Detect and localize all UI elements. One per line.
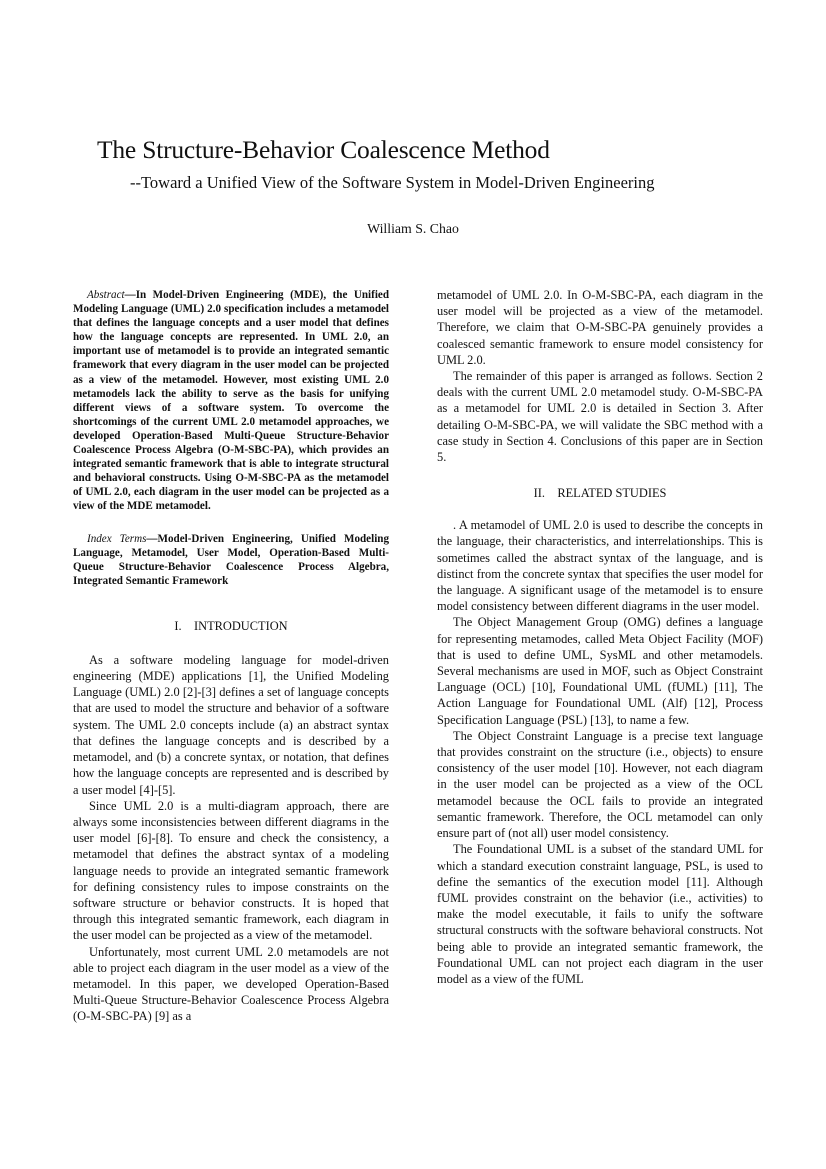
related-paragraph-1: . A metamodel of UML 2.0 is used to describe the concepts in the language, their characteristics, and interrelationships. This is sometimes called the abstract syntax of the language, and is distinct from the concrete syntax that specifies the user model for the language. A significant usage of the metamodel is to ensure model consistency between different diagrams in the user model. xyxy=(437,518,763,614)
related-paragraph-3: The Object Constraint Language is a precise text language that provides constraint on the structure (i.e., objects) to ensure consistency of the user model [10]. However, not each diagram in the user model can be projected as a view of the OCL metamodel because the OCL fails to provide an integrated semantic framework. Therefore, the OCL metamodel can only ensure part of (not all) user model consistency. xyxy=(437,728,763,841)
index-terms-label: Index Terms xyxy=(87,532,147,545)
author-name: William S. Chao xyxy=(367,221,459,236)
paper-title: The Structure-Behavior Coalescence Method xyxy=(97,135,550,164)
paper-subtitle: --Toward a Unified View of the Software System in Model-Driven Engineering xyxy=(130,173,655,192)
intro-continuation: metamodel of UML 2.0. In O-M-SBC-PA, each diagram in the user model will be projected as a view of the metamodel. Therefore, we claim that O-M-SBC-PA genuinely provides a coalesced semantic framework to ensure model consistency for UML 2.0. xyxy=(437,288,763,367)
section-heading-introduction: I. INTRODUCTION xyxy=(174,618,288,633)
abstract-text: In Model-Driven Engineering (MDE), the Unified Modeling Language (UML) 2.0 specification includes a metamodel that defines the language concepts and a user model that defines how the language concepts are represented. In UML 2.0, an important use of metamodel is to provide an integrated semantic framework that every diagram in the user model can be projected as a view of the metamodel. However, most existing UML 2.0 metamodels lack the ability to serve as the basis for unifying different views of a software system. To overcome the shortcomings of the current UML 2.0 metamodel approaches, we developed Operation-Based Multi-Queue Structure-Behavior Coalescence Process Algebra (O-M-SBC-PA), which provides an integrated semantic framework that is able to integrate structural and behavioral constructs. Using O-M-SBC-PA as the metamodel of UML 2.0, each diagram in the user model can be projected as a view of the MDE metamodel. xyxy=(73,289,389,513)
intro-paragraph-3: Unfortunately, most current UML 2.0 metamodels are not able to project each diagram in the user model as a view of the metamodel. In this paper, we developed Operation-Based Multi-Queue Structure-Behavior Coalescence Process Algebra (O-M-SBC-PA) [9] as a xyxy=(73,944,389,1024)
right-column xyxy=(437,287,763,987)
paper-outline-paragraph: The remainder of this paper is arranged as follows. Section 2 deals with the current UML 2.0 metamodel study. O-M-SBC-PA as a metamodel for UML 2.0 is detailed in Section 3. After detailing O-M-SBC-PA, we will validate the SBC method with a case study in Section 4. Conclusions of this paper are in Section 5. xyxy=(437,369,763,465)
intro-paragraph-1: As a software modeling language for model-driven engineering (MDE) applications [1], the Unified Modeling Language (UML) 2.0 [2]-[3] defines a set of language concepts that are used to model the structure and behavior of a software system. The UML 2.0 concepts include (a) an abstract syntax that defines the language concepts and is described by a metamodel, and (b) a concrete syntax, or notation, that defines how the language concepts are represented and is described by a user model [4]-[5]. xyxy=(73,652,389,797)
index-terms xyxy=(73,532,389,588)
left-column xyxy=(73,288,389,1025)
intro-paragraph-2: Since UML 2.0 is a multi-diagram approach, there are always some inconsistencies between different diagrams in the user model [6]-[8]. To ensure and check the consistency, a metamodel that defines the abstract syntax of a modeling language needs to provide an integrated semantic framework for defining consistency rules to impose constraints on the software structure or behavior constructs. It is hoped that through this integrated semantic framework, each diagram in the user model can be projected as a view of the metamodel. xyxy=(73,798,389,943)
abstract-label: Abstract xyxy=(87,289,125,301)
abstract xyxy=(73,288,389,514)
section-heading-related-studies: II. RELATED STUDIES xyxy=(533,486,667,501)
abstract-dash: — xyxy=(124,289,136,301)
related-paragraph-4: The Foundational UML is a subset of the standard UML for which a standard execution constraint language, PSL, is used to define the semantics of the execution model [11]. Although fUML provides constraint on the behavior (i.e., activities) to make the model executable, it fails to unify the software structural constructs with the software behavioral constructs. Not being able to provide an integrated semantic framework, the Foundational UML can not project each diagram in the user model as a view of the fUML xyxy=(437,842,763,986)
related-paragraph-2: The Object Management Group (OMG) defines a language for representing metamodes, called Meta Object Facility (MOF) that is used to define UML, SysML and other metamodels. Several mechanisms are used in MOF, such as Object Constraint Language (OCL) [10], Foundational UML (fUML) [11], The Action Language for Foundational UML (Alf) [12], Process Specification Language (PSL) [13], to name a few. xyxy=(437,615,763,727)
index-terms-dash: — xyxy=(146,532,158,545)
index-terms-text: Model-Driven Engineering, Unified Modeling Language, Metamodel, User Model, Operation-Based Multi-Queue Structure-Behavior Coalescence Process Algebra, Integrated Semantic Framework xyxy=(73,532,389,587)
